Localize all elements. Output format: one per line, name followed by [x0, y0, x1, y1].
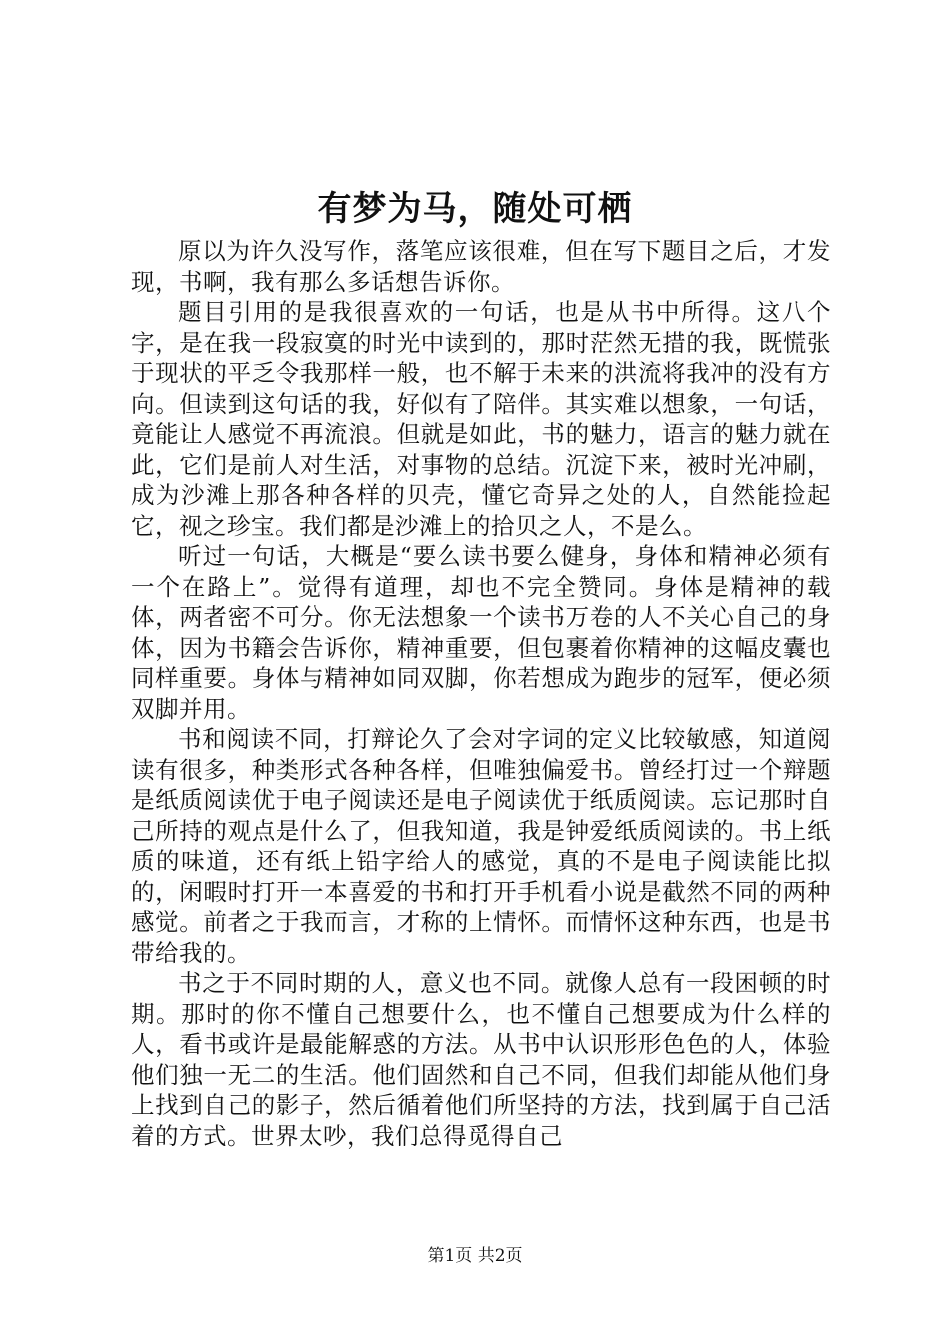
document-body	[131, 236, 831, 1151]
page-footer: 第1页 共2页	[427, 1246, 523, 1266]
paragraph-4: 书和阅读不同，打辩论久了会对字词的定义比较敏感，知道阅读有很多，种类形式各种各样，但唯独偏爱书。曾经打过一个辩题是纸质阅读优于电子阅读还是电子阅读优于纸质阅读。忘记那时自己所持的观点是什么了，但我知道，我是钟爱纸质阅读的。书上纸质的味道，还有纸上铅字给人的感觉，真的不是电子阅读能比拟的，闲暇时打开一本喜爱的书和打开手机看小说是截然不同的两种感觉。前者之于我而言，才称的上情怀。而情怀这种东西，也是书带给我的。	[131, 725, 831, 967]
paragraph-5: 书之于不同时期的人，意义也不同。就像人总有一段困顿的时期。那时的你不懂自己想要什么，也不懂自己想要成为什么样的人，看书或许是最能解惑的方法。从书中认识形形色色的人，体验他们独一无二的生活。他们固然和自己不同，但我们却能从他们身上找到自己的影子，然后循着他们所坚持的方法，找到属于自己活着的方式。世界太吵，我们总得觅得自己	[131, 969, 831, 1150]
paragraph-1: 原以为许久没写作，落笔应该很难，但在写下题目之后，才发现，书啊，我有那么多话想告诉你。	[131, 237, 831, 296]
paragraph-3: 听过一句话，大概是“要么读书要么健身，身体和精神必须有一个在路上”。觉得有道理，却也不完全赞同。身体是精神的载体，两者密不可分。你无法想象一个读书万卷的人不关心自己的身体，因为书籍会告诉你，精神重要，但包裹着你精神的这幅皮囊也同样重要。身体与精神如同双脚，你若想成为跑步的冠军，便必须双脚并用。	[131, 542, 831, 723]
paragraph-2: 题目引用的是我很喜欢的一句话，也是从书中所得。这八个字，是在我一段寂寞的时光中读到的，那时茫然无措的我，既慌张于现状的平乏令我那样一般，也不解于未来的洪流将我冲的没有方向。但读到这句话的我，好似有了陪伴。其实难以想象，一句话，竟能让人感觉不再流浪。但就是如此，书的魅力，语言的魅力就在此，它们是前人对生活，对事物的总结。沉淀下来，被时光冲刷，成为沙滩上那各种各样的贝壳，懂它奇异之处的人，自然能捡起它，视之珍宝。我们都是沙滩上的拾贝之人，不是么。	[131, 298, 831, 540]
page-title: 有梦为马，随处可栖	[317, 189, 633, 229]
